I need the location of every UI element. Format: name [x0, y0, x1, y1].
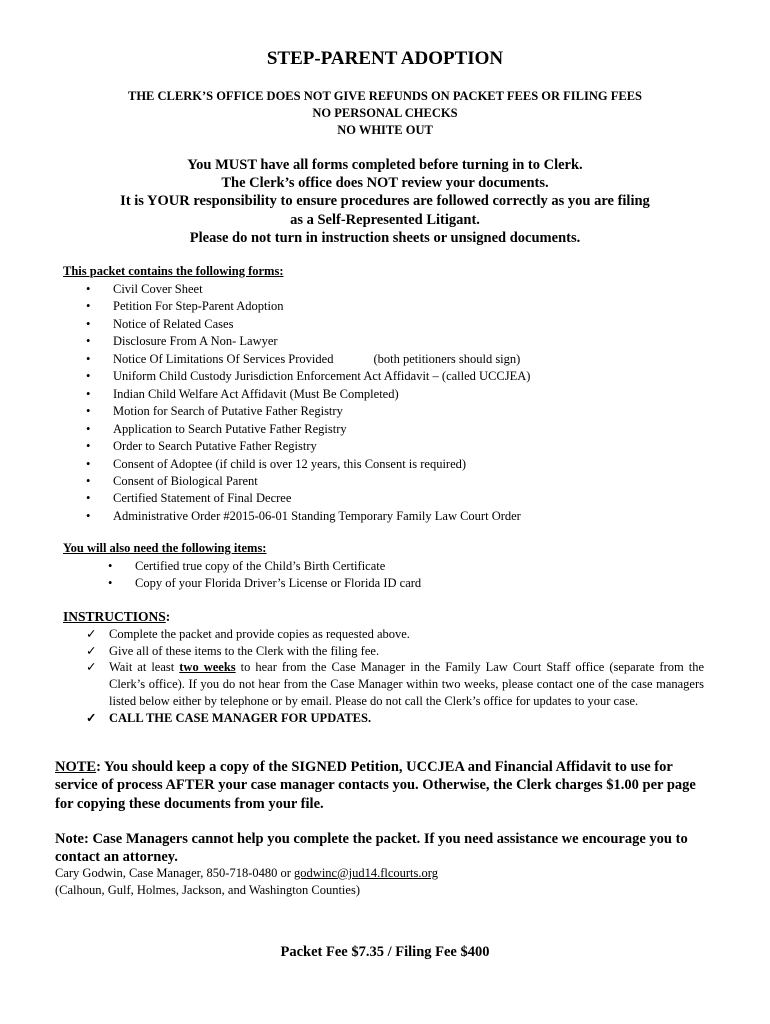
list-item: • Application to Search Putative Father Registry — [86, 421, 530, 438]
list-item: ✓ CALL THE CASE MANAGER FOR UPDATES. — [86, 710, 372, 725]
must-line: Please do not turn in instruction sheets or unsigned documents. — [189, 229, 581, 246]
two-weeks-emphasis: two weeks — [179, 660, 236, 675]
fee-line: Packet Fee $7.35 / Filing Fee $400 — [280, 944, 490, 960]
list-item: • Civil Cover Sheet — [86, 281, 530, 298]
list-item: • Disclosure From A Non- Lawyer — [86, 333, 530, 350]
responsibility-block — [60, 156, 710, 247]
checkmark-icon: ✓ — [86, 643, 97, 658]
list-item: • Consent of Adoptee (if child is over 12 years, this Consent is required) — [86, 456, 530, 473]
list-item: • Uniform Child Custody Jurisdiction Enforcement Act Affidavit – (called UCCJEA) — [86, 368, 530, 385]
warning-white-out: NO WHITE OUT — [337, 123, 433, 137]
checkmark-icon: ✓ — [86, 660, 97, 675]
items-heading: You will also need the following items: — [63, 541, 267, 555]
list-item: • Indian Child Welfare Act Affidavit (Must Be Completed) — [86, 386, 530, 403]
list-item: ✓ Wait at least two weeks to hear from the Case Manager in the Family Law Court Staff office (separate from the Clerk’s office). If you do not hear from the Case Manager within two weeks, please contact one of the case managers listed below either by telephone or by email. Please do not call the Clerk’s office for updates to your case. — [86, 660, 705, 708]
list-item: • Certified true copy of the Child’s Birth Certificate — [108, 558, 421, 575]
checkmark-icon: ✓ — [86, 710, 97, 725]
list-item: • Notice Of Limitations Of Services Provided (both petitioners should sign) — [86, 351, 530, 368]
contact-line: Cary Godwin, Case Manager, 850-718-0480 or godwinc@jud14.flcourts.org — [55, 866, 438, 880]
must-line: as a Self-Represented Litigant. — [290, 211, 480, 228]
instructions-list — [86, 626, 704, 726]
items-list — [108, 558, 421, 593]
forms-list — [86, 281, 530, 525]
case-manager-note: Note: Case Managers cannot help you complete the packet. If you need assistance we encourage you to contact an attorney. — [55, 831, 688, 866]
checkmark-icon: ✓ — [86, 627, 97, 641]
list-item: • Notice of Related Cases — [86, 316, 530, 333]
copy-note: NOTE: You should keep a copy of the SIGNED Petition, UCCJEA and Financial Affidavit to use for service of process AFTER your case manager contacts you. Otherwise, the Clerk charges $1.00 per page for copying these documents from your file. — [55, 759, 696, 812]
list-item: • Order to Search Putative Father Registry — [86, 438, 530, 455]
list-item: • Copy of your Florida Driver’s License or Florida ID card — [108, 575, 421, 592]
warning-checks: NO PERSONAL CHECKS — [312, 106, 458, 120]
list-item: • Consent of Biological Parent — [86, 473, 530, 490]
warning-block — [0, 88, 770, 139]
list-item: ✓ Give all of these items to the Clerk with the filing fee. — [86, 643, 380, 658]
contact-block — [55, 865, 715, 899]
must-line: The Clerk’s office does NOT review your documents. — [221, 175, 549, 192]
must-line: It is YOUR responsibility to ensure procedures are followed correctly as you are filing — [120, 193, 650, 210]
list-item: • Certified Statement of Final Decree — [86, 490, 530, 507]
page-title: STEP-PARENT ADOPTION — [266, 48, 504, 69]
forms-heading: This packet contains the following forms: — [63, 264, 284, 278]
list-item: • Motion for Search of Putative Father Registry — [86, 403, 530, 420]
warning-refunds: THE CLERK’S OFFICE DOES NOT GIVE REFUNDS ON PACKET FEES OR FILING FEES — [128, 89, 642, 103]
list-item: • Administrative Order #2015-06-01 Standing Temporary Family Law Court Order — [86, 508, 530, 525]
list-item: • Petition For Step-Parent Adoption — [86, 298, 530, 315]
list-item: ✓ Complete the packet and provide copies as requested above. — [86, 627, 410, 641]
must-line: You MUST have all forms completed before turning in to Clerk. — [187, 157, 583, 173]
counties-line: (Calhoun, Gulf, Holmes, Jackson, and Washington Counties) — [55, 883, 360, 897]
instructions-heading: INSTRUCTIONS: — [63, 609, 171, 624]
sign-note: (both petitioners should sign) — [373, 351, 521, 366]
email-link[interactable]: godwinc@jud14.flcourts.org — [294, 866, 438, 880]
